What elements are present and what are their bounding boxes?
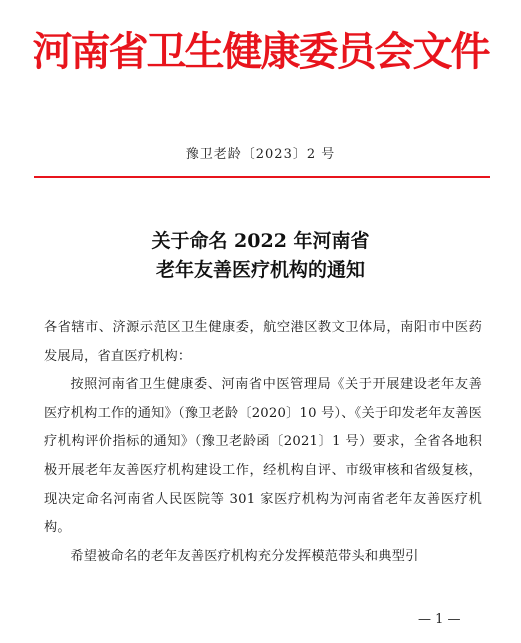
body-paragraph-1: 按照河南省卫生健康委、河南省中医管理局《关于开展建设老年友善医疗机构工作的通知》（豫卫老龄〔2020〕10 号）、《关于印发老年友善医疗机构评价指标的通知》（豫卫老龄函〔2021〕1 号）要求，全省各地积极开展老年友善医疗机构建设工作，经机构自评、市级审核和省级复核，现决定命名河南省人民医院等 301 家医疗机构为河南省老年友善医疗机构。: [44, 377, 482, 536]
red-divider-line: [34, 176, 490, 178]
notice-body: [44, 314, 482, 571]
document-masthead: 河南省卫生健康委员会文件: [32, 29, 489, 75]
document-number: 豫卫老龄〔2023〕2 号: [185, 147, 336, 162]
salutation-paragraph: 各省辖市、济源示范区卫生健康委，航空港区教文卫体局，南阳市中医药发展局，省直医疗机构：: [44, 320, 482, 364]
notice-title-line-1: 关于命名 2022 年河南省: [151, 230, 370, 252]
notice-title-line-2: 老年友善医疗机构的通知: [155, 259, 365, 281]
body-paragraph-2: 希望被命名的老年友善医疗机构充分发挥模范带头和典型引: [70, 548, 419, 564]
page-number: — 1 —: [418, 612, 461, 627]
